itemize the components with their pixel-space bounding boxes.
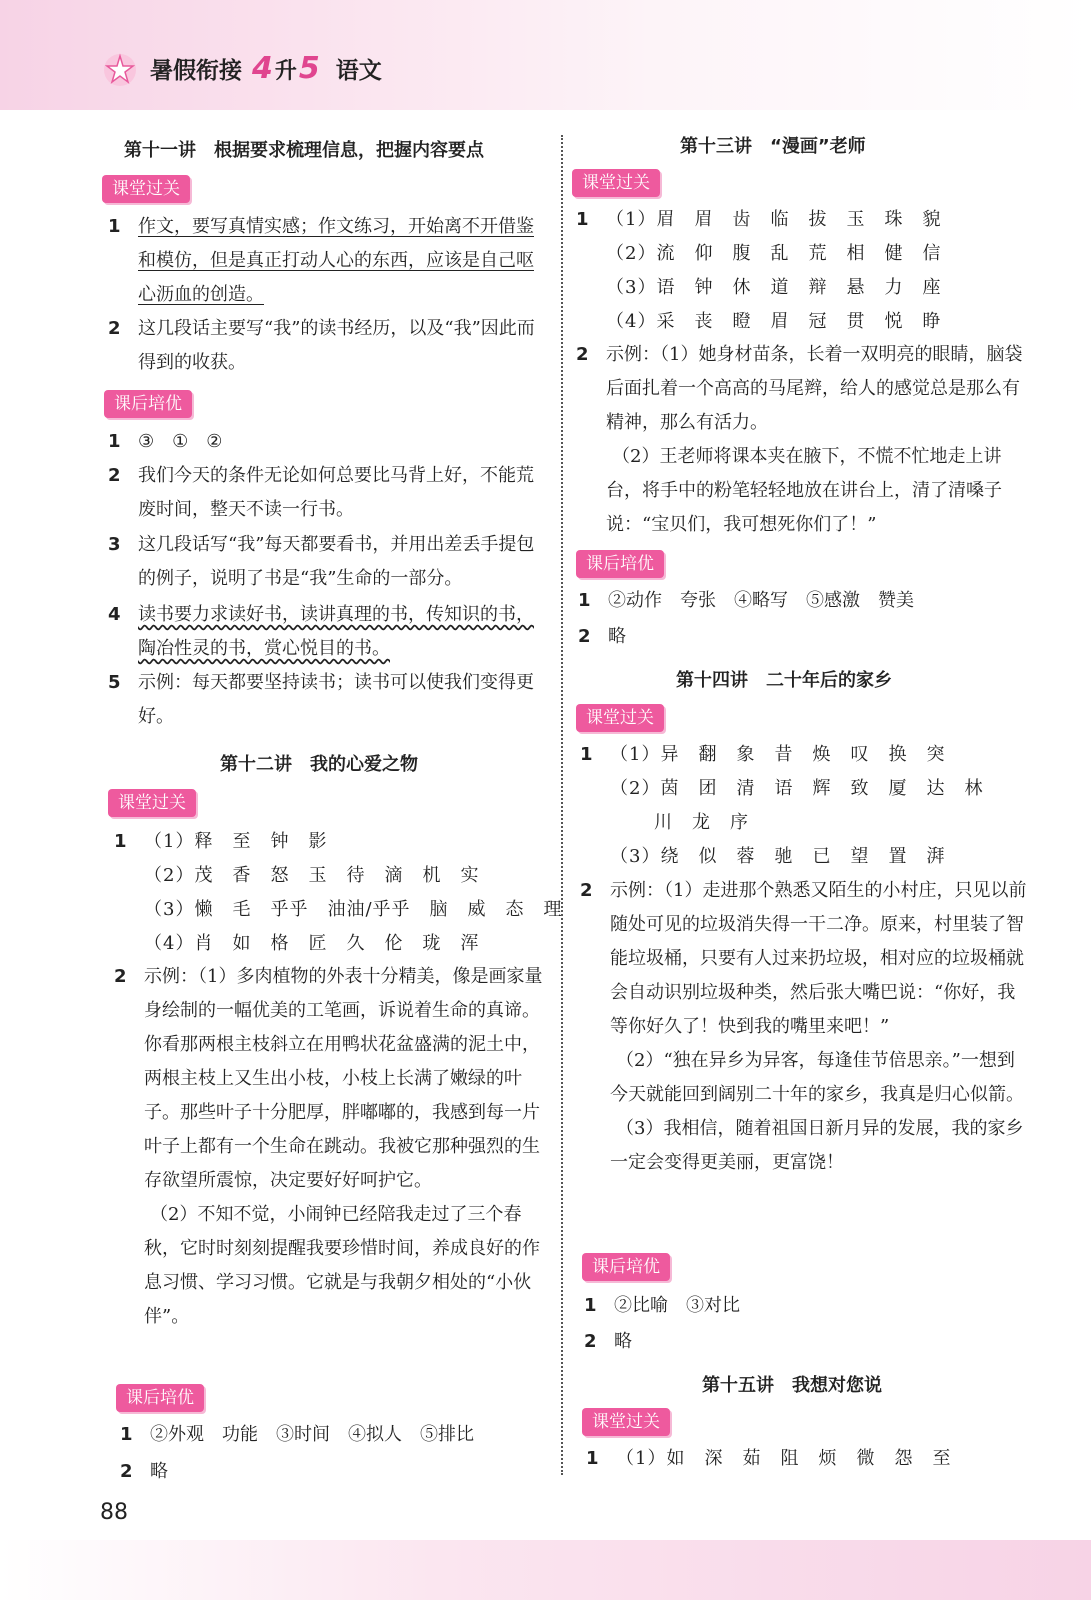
section-title: 第十五讲 我想对您说 [702, 1375, 882, 1396]
subject-label: 语文 [335, 57, 382, 84]
answer-item: 1 ②比喻 ③对比 [584, 1295, 740, 1316]
answer-item: 3 这几段话写“我”每天都要看书，并用出差丢手提包的例子，说明了书是“我”生命的一部分。 [108, 534, 535, 589]
answer-item: 1 ②外观 功能 ③时间 ④拟人 ⑤排比 [120, 1424, 474, 1445]
section-tag: 课堂过关 [108, 789, 196, 817]
answer-item: 1 ②动作 夸张 ④略写 ⑤感激 赞美 [578, 590, 914, 611]
answer-item: 1 （1）异 翻 象 昔 焕 叹 换 突 （2）茵 团 清 语 辉 致 厦 达 林 川 龙 序 （3）绕 似 蓉 驰 已 望 置 湃 [580, 744, 984, 867]
answer-item: 2 这几段话主要写“我”的读书经历，以及“我”因此而得到的收获。 [108, 318, 535, 373]
section-tag: 课堂过关 [572, 169, 660, 197]
flower-logo-icon [100, 48, 140, 88]
section-tag: 课堂过关 [576, 704, 664, 732]
book-header [100, 44, 382, 92]
answer-item: 2 示例：（1）多肉植物的外表十分精美，像是画家量身绘制的一幅优美的工笔画，诉说着生命的真谛。你看那两根主枝斜立在用鸭状花盆盛满的泥土中，两根主枝上又生出小枝，小枝上长满了嫩绿的叶子。那些叶子十分肥厚，胖嘟嘟的，我感到每一片叶子上都有一个生命在跳动。我被它那种强烈的生存欲望所震惊，决定要好好呵护它。 （2）不知不觉，小闹钟已经陪我走过了三个春秋，它时时刻刻提醒我要珍惜时间，养成良好的作息习惯、学习习惯。它就是与我朝夕相处的“小伙伴”。 [114, 966, 543, 1327]
section-tag: 课后培优 [576, 550, 664, 578]
answer-item: 2 略 [578, 626, 626, 647]
answer-item: 1 （1）眉 眉 齿 临 拔 玉 珠 貌 （2）流 仰 腹 乱 荒 相 健 信 （3）语 钟 休 道 辩 悬 力 座 （4）采 丧 瞪 眉 冠 贯 悦 睁 [576, 209, 942, 332]
section-tag: 课后培优 [104, 390, 192, 418]
page-number: 88 [100, 1500, 128, 1525]
section-title: 第十二讲 我的心爱之物 [220, 754, 418, 775]
section-tag: 课后培优 [582, 1253, 670, 1281]
book-title: 暑假衔接 [150, 57, 242, 84]
answer-item: 4 读书要力求读好书，读讲真理的书，传知识的书，陶冶性灵的书，赏心悦目的书。 [108, 604, 534, 659]
section-tag: 课后培优 [116, 1384, 204, 1412]
answer-item: 2 略 [584, 1331, 632, 1352]
answer-item: 2 示例：（1）她身材苗条，长着一双明亮的眼睛，脑袋后面扎着一个高高的马尾辫，给人的感觉总是那么有精神，那么有活力。 （2）王老师将课本夹在腋下，不慌不忙地走上讲台，将手中的粉笔轻轻地放在讲台上，清了清嗓子说：“宝贝们，我可想死你们了！” [576, 344, 1023, 535]
grade-badge: 4升5 [252, 50, 320, 86]
answer-item: 1 作文，要写真情实感；作文练习，开始离不开借鉴和模仿，但是真正打动人心的东西，应该是自己呕心沥血的创造。 [108, 216, 534, 305]
section-tag: 课堂过关 [582, 1408, 670, 1436]
section-title: 第十三讲 “漫画”老师 [680, 136, 866, 157]
footer-band [0, 1540, 1091, 1600]
section-tag: 课堂过关 [102, 175, 190, 203]
column-divider [561, 135, 563, 1475]
answer-item: 1 （1）释 至 钟 影 （2）茂 香 怒 玉 待 滴 机 实 （3）懒 毛 乎乎 油油/乎乎 脑 威 态 理 （4）肖 如 格 匠 久 伦 珑 浑 [114, 831, 563, 954]
answer-item: 1 （1）如 深 茹 阻 烦 微 怨 至 [586, 1448, 952, 1469]
section-title: 第十四讲 二十年后的家乡 [676, 670, 892, 691]
answer-item: 2 示例：（1）走进那个熟悉又陌生的小村庄，只见以前随处可见的垃圾消失得一干二净。原来，村里装了智能垃圾桶，只要有人过来扔垃圾，相对应的垃圾桶就会自动识别垃圾种类，然后张大嘴巴说：“你好，我等你好久了！快到我的嘴里来吧！” （2）“独在异乡为异客，每逢佳节倍思亲。”一想到今天就能回到阔别二十年的家乡，我真是归心似箭。 （3）我相信，随着祖国日新月异的发展，我的家乡一定会变得更美丽，更富饶！ [580, 880, 1027, 1173]
answer-item: 5 示例：每天都要坚持读书；读书可以使我们变得更好。 [108, 672, 534, 727]
answer-item: 2 我们今天的条件无论如何总要比马背上好，不能荒废时间，整天不读一行书。 [108, 465, 534, 520]
answer-item: 2 略 [120, 1461, 168, 1482]
answer-item: 1 ③ ① ② [108, 431, 223, 452]
section-title: 第十一讲 根据要求梳理信息，把握内容要点 [124, 140, 484, 161]
